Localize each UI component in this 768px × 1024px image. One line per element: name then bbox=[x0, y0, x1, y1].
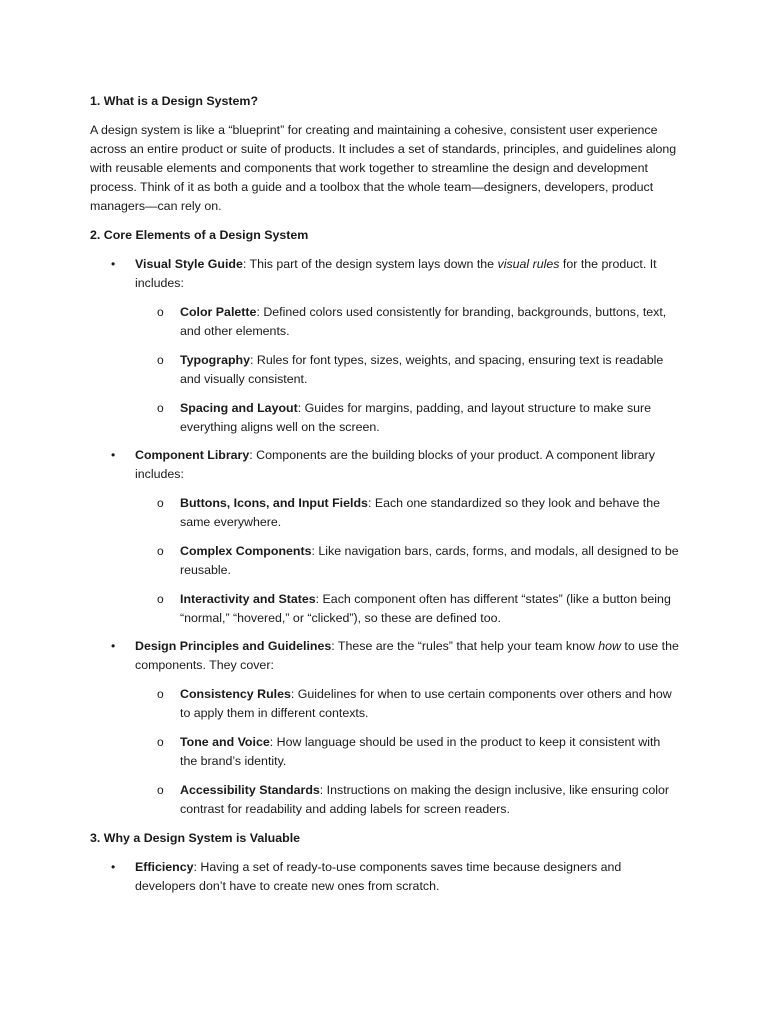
bullet-icon: • bbox=[111, 448, 116, 462]
subitem-term: Tone and Voice bbox=[180, 735, 270, 749]
subitem-text: : Defined colors used consistently for branding, backgrounds, buttons, text, and other elements. bbox=[180, 305, 667, 338]
subitem-text: : Each component often has different “states” (like a button being “normal,” “hovered,” or “clicked”), so these are defined too. bbox=[180, 592, 671, 625]
subitem-term: Typography bbox=[180, 353, 250, 367]
item-text: : Components are the building blocks of your product. A component library includes: bbox=[135, 448, 655, 481]
bullet-icon: • bbox=[111, 639, 116, 653]
subitem-text: : Each one standardized so they look and behave the same everywhere. bbox=[180, 496, 661, 529]
item-term: Efficiency bbox=[135, 860, 194, 874]
item-term: Visual Style Guide bbox=[135, 257, 243, 271]
subitem-text: : Rules for font types, sizes, weights, and spacing, ensuring text is readable and visually consistent. bbox=[180, 353, 664, 386]
section-3-heading: 3. Why a Design System is Valuable bbox=[90, 831, 301, 845]
visual-style-guide-sublist bbox=[135, 303, 680, 437]
sub-bullet-icon: o bbox=[157, 544, 164, 558]
sub-bullet-icon: o bbox=[157, 353, 164, 367]
subitem-text: : Guides for margins, padding, and layout structure to make sure everything aligns well on the screen. bbox=[180, 401, 652, 434]
design-principles-sublist bbox=[135, 685, 680, 819]
component-library-sublist bbox=[135, 494, 680, 628]
subitem-term: Buttons, Icons, and Input Fields bbox=[180, 496, 368, 510]
subitem-text: : How language should be used in the product to keep it consistent with the brand’s identity. bbox=[180, 735, 661, 768]
sublist-item bbox=[135, 303, 680, 341]
item-text: for the product. It includes: bbox=[135, 257, 657, 290]
document-page bbox=[90, 92, 680, 906]
list-item-design-principles bbox=[90, 637, 680, 819]
bullet-icon: • bbox=[111, 257, 116, 271]
subitem-text: : Guidelines for when to use certain components over others and how to apply them in different contexts. bbox=[180, 687, 672, 720]
subitem-term: Accessibility Standards bbox=[180, 783, 320, 797]
item-text: : This part of the design system lays down the bbox=[242, 257, 498, 271]
subitem-term: Complex Components bbox=[180, 544, 312, 558]
item-text: : Having a set of ready-to-use components saves time because designers and developers don’t have to create new ones from scratch. bbox=[135, 860, 622, 893]
bullet-icon: • bbox=[111, 860, 116, 874]
sublist-item bbox=[135, 494, 680, 532]
sub-bullet-icon: o bbox=[157, 592, 164, 606]
subitem-term: Spacing and Layout bbox=[180, 401, 298, 415]
sub-bullet-icon: o bbox=[157, 687, 164, 701]
list-item-efficiency bbox=[90, 858, 680, 896]
core-elements-list bbox=[90, 255, 680, 819]
sublist-item bbox=[135, 351, 680, 389]
item-italic: how bbox=[598, 639, 621, 653]
sub-bullet-icon: o bbox=[157, 783, 164, 797]
item-term: Component Library bbox=[135, 448, 250, 462]
item-italic: visual rules bbox=[497, 257, 560, 271]
subitem-term: Interactivity and States bbox=[180, 592, 316, 606]
sublist-item bbox=[135, 542, 680, 580]
sub-bullet-icon: o bbox=[157, 735, 164, 749]
subitem-term: Color Palette bbox=[180, 305, 257, 319]
subitem-text: : Instructions on making the design inclusive, like ensuring color contrast for readability and adding labels for screen readers. bbox=[180, 783, 669, 816]
sub-bullet-icon: o bbox=[157, 401, 164, 415]
value-list bbox=[90, 858, 680, 896]
section-1-paragraph: A design system is like a “blueprint” for creating and maintaining a cohesive, consistent user experience across an entire product or suite of products. It includes a set of standards, principles, and guidelines along with reusable elements and components that work together to streamline the design and development process. Think of it as both a guide and a toolbox that the whole team—designers, developers, product managers—can rely on. bbox=[90, 123, 677, 213]
sub-bullet-icon: o bbox=[157, 305, 164, 319]
sublist-item bbox=[135, 733, 680, 771]
section-1-heading: 1. What is a Design System? bbox=[90, 94, 259, 108]
sublist-item bbox=[135, 399, 680, 437]
item-text: to use the components. They cover: bbox=[135, 639, 679, 672]
section-2-heading: 2. Core Elements of a Design System bbox=[90, 228, 309, 242]
subitem-term: Consistency Rules bbox=[180, 687, 291, 701]
list-item-component-library bbox=[90, 446, 680, 628]
sublist-item bbox=[135, 590, 680, 628]
item-text: : These are the “rules” that help your team know bbox=[331, 639, 599, 653]
sublist-item bbox=[135, 685, 680, 723]
sublist-item bbox=[135, 781, 680, 819]
sub-bullet-icon: o bbox=[157, 496, 164, 510]
subitem-text: : Like navigation bars, cards, forms, and modals, all designed to be reusable. bbox=[180, 544, 679, 577]
list-item-visual-style-guide bbox=[90, 255, 680, 437]
item-term: Design Principles and Guidelines bbox=[135, 639, 332, 653]
